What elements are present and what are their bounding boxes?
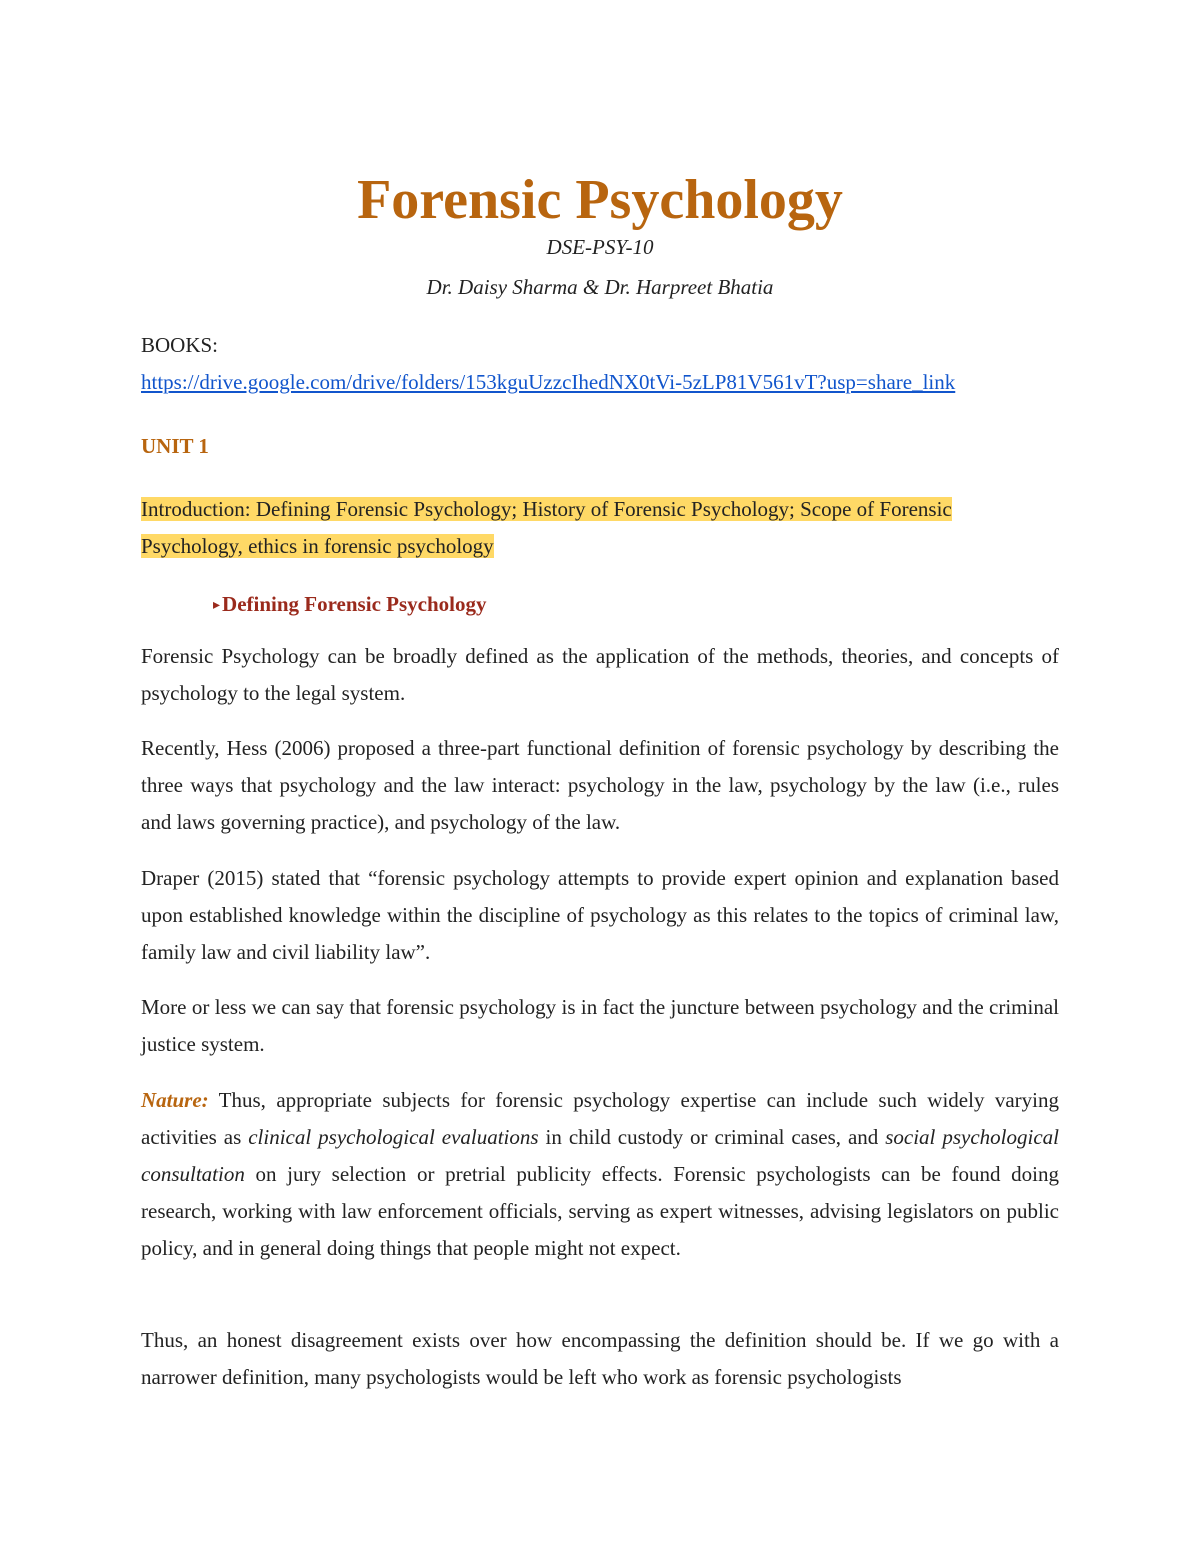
nature-emphasis-1: clinical psychological evaluations bbox=[248, 1125, 539, 1149]
books-link[interactable]: https://drive.google.com/drive/folders/153kguUzzcIhedNX0tVi-5zLP81V561vT?usp=share_link bbox=[141, 370, 956, 394]
nature-emphasis-2: social psychological consultation bbox=[141, 1125, 1059, 1186]
paragraph-disagreement: Thus, an honest disagreement exists over how encompassing the definition should be. If we go with a narrower definition, many psychologists would be left who work as forensic psychologists bbox=[141, 1328, 1059, 1389]
intro-line-2: Psychology, ethics in forensic psychology bbox=[141, 534, 494, 558]
document-title: Forensic Psychology bbox=[357, 169, 843, 231]
paragraph-juncture: More or less we can say that forensic psychology is in fact the juncture between psychology and the criminal justice system. bbox=[141, 995, 1059, 1056]
nature-label: Nature: bbox=[141, 1088, 209, 1112]
section-heading bbox=[213, 589, 486, 621]
unit-intro-highlighted bbox=[141, 491, 1059, 565]
books-label: BOOKS: bbox=[141, 333, 219, 357]
section-heading-text: Defining Forensic Psychology bbox=[222, 592, 487, 616]
course-code: DSE-PSY-10 bbox=[546, 235, 654, 259]
paragraph-hess: Recently, Hess (2006) proposed a three-part functional definition of forensic psychology by describing the three ways that psychology and the law interact: psychology in the law, psychology by the law (i.e., rules and laws governing practice), and psychology of the law. bbox=[141, 736, 1059, 834]
nature-text-1: Thus, appropriate subjects for forensic psychology expertise can include such widely varying activities as bbox=[141, 1088, 1059, 1149]
paragraph-definition: Forensic Psychology can be broadly defined as the application of the methods, theories, and concepts of psychology to the legal system. bbox=[141, 644, 1059, 705]
unit-heading: UNIT 1 bbox=[141, 434, 209, 458]
paragraph-draper: Draper (2015) stated that “forensic psychology attempts to provide expert opinion and explanation based upon established knowledge within the discipline of psychology as this relates to the topics of criminal law, family law and civil liability law”. bbox=[141, 866, 1059, 964]
triangle-bullet-icon: ▸ bbox=[213, 598, 221, 613]
nature-text-2: in child custody or criminal cases, and bbox=[538, 1125, 886, 1149]
authors: Dr. Daisy Sharma & Dr. Harpreet Bhatia bbox=[426, 275, 774, 299]
paragraph-nature bbox=[141, 1082, 1059, 1267]
nature-text-3: on jury selection or pretrial publicity effects. Forensic psychologists can be found doing research, working with law enforcement officials, serving as expert witnesses, advising legislators on public policy, and in general doing things that people might not expect. bbox=[141, 1162, 1059, 1260]
intro-line-1: Introduction: Defining Forensic Psychology; History of Forensic Psychology; Scope of Forensic bbox=[141, 497, 952, 521]
